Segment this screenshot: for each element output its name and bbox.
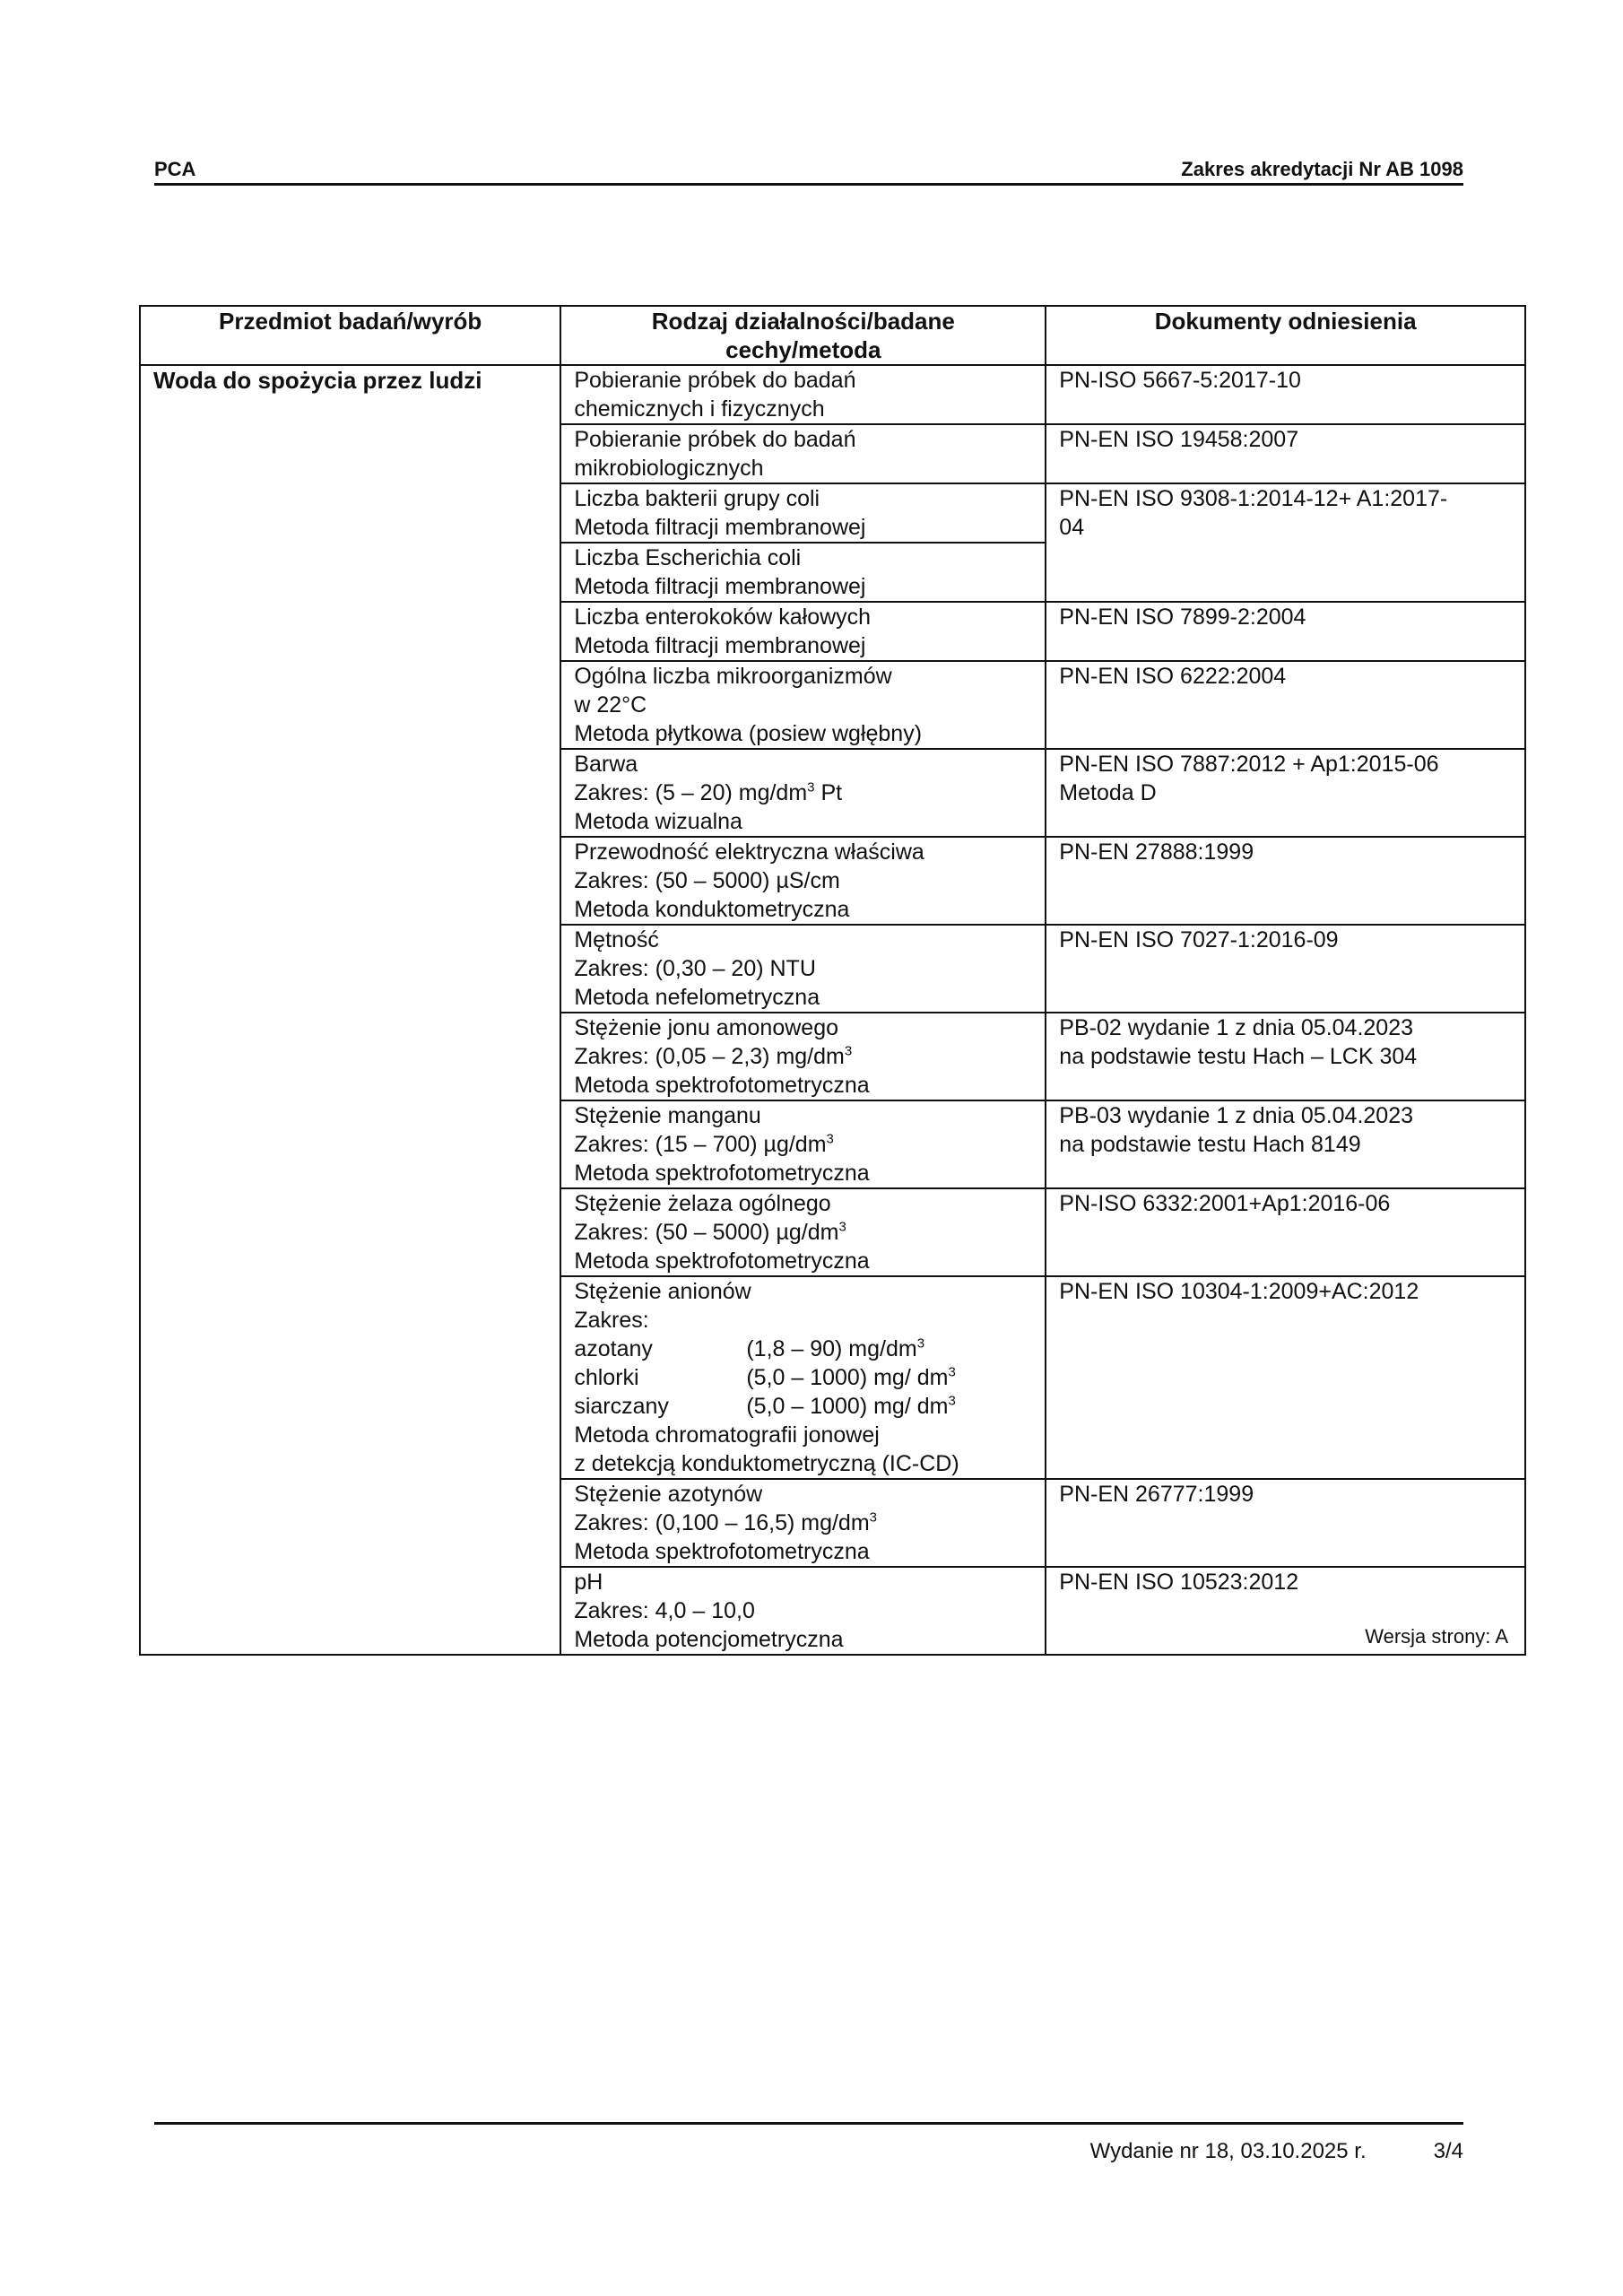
method-cell xyxy=(560,837,1046,925)
reference-document-cell xyxy=(1046,837,1525,925)
method-cell xyxy=(560,424,1046,483)
table-row xyxy=(140,365,1525,424)
reference-document-cell xyxy=(1046,1100,1525,1188)
method-cell xyxy=(560,543,1046,602)
method-cell xyxy=(560,365,1046,424)
method-line: Stężenie manganu xyxy=(574,1103,761,1128)
header-org: PCA xyxy=(154,158,196,180)
reference-document: Metoda D xyxy=(1059,780,1157,805)
column-header-documents: Dokumenty odniesienia xyxy=(1046,306,1525,365)
unit-exponent: 3 xyxy=(807,779,815,796)
method-line: Metoda płytkowa (posiew wgłębny) xyxy=(574,721,923,746)
method-cell xyxy=(560,661,1046,749)
reference-document: PN-EN ISO 7027-1:2016-09 xyxy=(1059,927,1339,952)
method-line: Liczba enterokoków kałowych xyxy=(574,604,872,630)
header-title: Zakres akredytacji Nr AB 1098 xyxy=(1181,158,1463,180)
reference-document: na podstawie testu Hach – LCK 304 xyxy=(1059,1044,1418,1069)
reference-document: PB-03 wydanie 1 z dnia 05.04.2023 xyxy=(1059,1103,1414,1128)
method-line: Metoda filtracji membranowej xyxy=(574,515,866,540)
reference-document-cell xyxy=(1046,1013,1525,1100)
page-footer xyxy=(1090,2139,1463,2164)
method-line: Liczba Escherichia coli xyxy=(574,545,802,570)
column-header-method: Rodzaj działalności/badane cechy/metoda xyxy=(560,306,1046,365)
method-line: pH xyxy=(574,1570,603,1595)
reference-document-cell xyxy=(1046,749,1525,837)
method-line: Ogólna liczba mikroorganizmów xyxy=(574,664,892,689)
method-line: Metoda spektrofotometryczna xyxy=(574,1073,870,1098)
footer-edition: Wydanie nr 18, 03.10.2025 r. xyxy=(1089,2139,1367,2163)
anion-name: azotany xyxy=(574,1336,653,1361)
method-cell xyxy=(560,1567,1046,1655)
method-line: Przewodność elektryczna właściwa xyxy=(574,839,924,865)
reference-document: 04 xyxy=(1059,515,1085,540)
accreditation-scope-table xyxy=(139,305,1526,1656)
page-version: Wersja strony: A xyxy=(1365,1625,1508,1648)
method-line xyxy=(574,1218,1032,1247)
reference-document: PN-EN ISO 10523:2012 xyxy=(1059,1570,1299,1595)
reference-document-cell xyxy=(1046,365,1525,424)
reference-document-cell xyxy=(1046,1479,1525,1567)
method-cell xyxy=(560,1013,1046,1100)
method-line: Metoda chromatografii jonowej xyxy=(574,1422,880,1448)
method-cell xyxy=(560,1276,1046,1479)
method-line xyxy=(574,778,1032,807)
anion-value: (5,0 – 1000) mg/ $dm^3$ xyxy=(746,1364,956,1390)
reference-document: PB-02 wydanie 1 z dnia 05.04.2023 xyxy=(1059,1015,1414,1040)
reference-document-cell xyxy=(1046,661,1525,749)
method-line: Liczba bakterii grupy coli xyxy=(574,486,820,511)
method-cell xyxy=(560,483,1046,543)
reference-document: PN-EN ISO 7887:2012 + Ap1:2015-06 xyxy=(1059,752,1439,777)
reference-document-cell xyxy=(1046,483,1525,602)
method-line: Zakres: xyxy=(574,1308,649,1333)
method-line: Zakres: (50 – 5000) µS/cm xyxy=(574,868,840,893)
method-line: Metoda spektrofotometryczna xyxy=(574,1248,870,1274)
method-line xyxy=(574,1509,1032,1537)
anion-name: siarczany xyxy=(574,1394,669,1419)
footer-page-number: 3/4 xyxy=(1433,2139,1463,2163)
footer-divider xyxy=(154,2122,1463,2125)
anion-name: chlorki xyxy=(574,1365,639,1390)
method-line: Pobieranie próbek do badań xyxy=(574,427,856,452)
subject-cell: Woda do spożycia przez ludzi xyxy=(140,365,560,1655)
reference-document: na podstawie testu Hach 8149 xyxy=(1059,1132,1361,1157)
reference-document-cell xyxy=(1046,1188,1525,1276)
method-cell xyxy=(560,925,1046,1013)
reference-document-cell xyxy=(1046,602,1525,661)
method-line: Barwa xyxy=(574,752,638,777)
anion-range xyxy=(574,1392,1032,1421)
method-cell xyxy=(560,1188,1046,1276)
reference-document: PN-EN ISO 7899-2:2004 xyxy=(1059,604,1306,630)
method-cell xyxy=(560,1100,1046,1188)
method-line: Pobieranie próbek do badań xyxy=(574,368,856,393)
range-text: Zakres: (50 – 5000) µg/dm xyxy=(574,1220,839,1245)
reference-document: PN-ISO 6332:2001+Ap1:2016-06 xyxy=(1059,1191,1391,1216)
method-line: Zakres: (0,30 – 20) NTU xyxy=(574,956,816,981)
range-text: Zakres: (5 – 20) mg/dm xyxy=(574,780,808,805)
method-line: Stężenie anionów xyxy=(574,1279,751,1304)
anion-range xyxy=(574,1363,1032,1392)
method-line: z detekcją konduktometryczną (IC-CD) xyxy=(574,1451,959,1476)
reference-document: PN-EN ISO 19458:2007 xyxy=(1059,427,1299,452)
method-line: Metoda filtracji membranowej xyxy=(574,574,866,599)
method-line: Metoda nefelometryczna xyxy=(574,985,820,1010)
unit-exponent: 3 xyxy=(844,1043,853,1059)
method-line: Metoda spektrofotometryczna xyxy=(574,1161,870,1186)
unit-exponent: 3 xyxy=(826,1131,834,1147)
method-line: Metoda spektrofotometryczna xyxy=(574,1539,870,1564)
unit-exponent: 3 xyxy=(838,1219,846,1235)
reference-document: PN-EN ISO 10304-1:2009+AC:2012 xyxy=(1059,1279,1419,1304)
method-line: Stężenie jonu amonowego xyxy=(574,1015,838,1040)
method-line: Mętność xyxy=(574,927,659,952)
page-header xyxy=(154,152,1463,186)
anion-value: (5,0 – 1000) mg/ $dm^3$ xyxy=(746,1393,956,1419)
reference-document: PN-EN 27888:1999 xyxy=(1059,839,1254,865)
method-cell xyxy=(560,1479,1046,1567)
reference-document-cell xyxy=(1046,424,1525,483)
reference-document: PN-EN 26777:1999 xyxy=(1059,1482,1254,1507)
reference-document-cell xyxy=(1046,1276,1525,1479)
method-line: chemicznych i fizycznych xyxy=(574,396,825,422)
method-line: Stężenie żelaza ogólnego xyxy=(574,1191,831,1216)
method-line: mikrobiologicznych xyxy=(574,456,764,481)
anion-value: (1,8 – 90) $mg/dm^3$ xyxy=(746,1335,925,1361)
method-line: Stężenie azotynów xyxy=(574,1482,763,1507)
range-text: Zakres: (0,100 – 16,5) mg/dm xyxy=(574,1510,870,1535)
method-line xyxy=(574,1042,1032,1071)
method-line xyxy=(574,1130,1032,1159)
reference-document: PN-EN ISO 6222:2004 xyxy=(1059,664,1287,689)
method-line: Metoda potencjometryczna xyxy=(574,1627,844,1652)
method-line: Zakres: 4,0 – 10,0 xyxy=(574,1598,755,1623)
method-cell xyxy=(560,749,1046,837)
reference-document-cell xyxy=(1046,925,1525,1013)
method-line: w 22°C xyxy=(574,692,647,718)
method-line: Metoda filtracji membranowej xyxy=(574,633,866,658)
range-text: Zakres: (0,05 – 2,3) mg/dm xyxy=(574,1044,845,1069)
method-line: Metoda wizualna xyxy=(574,809,742,834)
reference-document: PN-ISO 5667-5:2017-10 xyxy=(1059,368,1301,393)
method-cell xyxy=(560,602,1046,661)
column-header-subject: Przedmiot badań/wyrób xyxy=(140,306,560,365)
reference-document: PN-EN ISO 9308-1:2014-12+ A1:2017- xyxy=(1059,486,1448,511)
method-line: Metoda konduktometryczna xyxy=(574,897,850,922)
table-header-row xyxy=(140,306,1525,365)
anion-range xyxy=(574,1335,1032,1363)
range-text: Zakres: (15 – 700) µg/dm xyxy=(574,1132,827,1157)
unit-exponent: 3 xyxy=(869,1509,877,1526)
unit-suffix: Pt xyxy=(814,780,843,805)
